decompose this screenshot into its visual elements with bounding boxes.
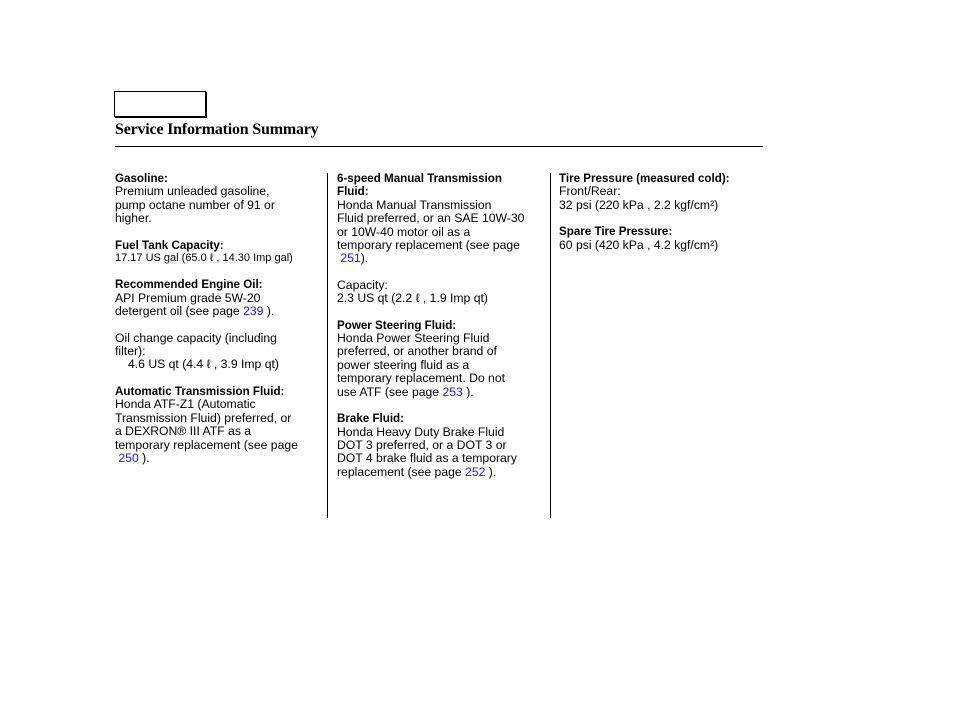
brake-line-1: Honda Heavy Duty Brake Fluid <box>337 424 505 439</box>
engine-oil-heading: Recommended Engine Oil: <box>115 278 263 292</box>
engine-oil-line-1: API Premium grade 5W-20 <box>115 290 261 305</box>
column-divider-2 <box>550 173 551 518</box>
capacity-value: 2.3 US qt (2.2 ℓ , 1.9 Imp qt) <box>337 291 488 306</box>
page-link-252[interactable]: 252 <box>465 464 486 479</box>
page-link-250[interactable]: 250 <box>118 450 139 465</box>
spare-value: 60 psi (420 kPa , 4.2 kgf/cm²) <box>559 237 719 252</box>
gasoline-line-1: Premium unleaded gasoline, <box>115 184 270 199</box>
nav-box[interactable] <box>114 91 206 117</box>
mt-line-3: or 10W-40 motor oil as a <box>337 224 471 239</box>
column-2 <box>337 172 547 479</box>
mt-line-2: Fluid preferred, or an SAE 10W-30 <box>337 211 525 226</box>
tire-label: Front/Rear: <box>559 184 621 199</box>
mt-line-5 <box>337 252 547 265</box>
ps-line-5 <box>337 386 547 399</box>
engine-oil-text-end: ). <box>263 304 275 319</box>
brake-heading: Brake Fluid: <box>337 412 404 426</box>
mt-line-1: Honda Manual Transmission <box>337 197 492 212</box>
title-rule <box>115 146 763 147</box>
brake-line-4 <box>337 466 547 479</box>
tire-value: 32 psi (220 kPa , 2.2 kgf/cm²) <box>559 197 719 212</box>
ps-heading: Power Steering Fluid: <box>337 318 457 332</box>
mt-text-end: ). <box>360 251 369 266</box>
page-link-253[interactable]: 253 <box>442 384 463 399</box>
engine-oil-line-2 <box>115 305 325 318</box>
spare-heading: Spare Tire Pressure: <box>559 225 673 239</box>
ps-text-end: ). <box>462 384 474 399</box>
mt-heading-line-1: 6-speed Manual Transmission <box>337 172 502 185</box>
atf-heading: Automatic Transmission Fluid: <box>115 384 285 398</box>
brake-text: replacement (see page <box>337 464 466 479</box>
gasoline-line-2: pump octane number of 91 or <box>115 197 275 212</box>
fuel-tank-heading: Fuel Tank Capacity: <box>115 238 224 252</box>
column-divider-1 <box>327 173 328 518</box>
tire-heading: Tire Pressure (measured cold): <box>559 172 730 185</box>
page-link-239[interactable]: 239 <box>243 304 264 319</box>
fuel-tank-value: 17.17 US gal (65.0 ℓ , 14.30 Imp gal) <box>115 252 293 265</box>
atf-line-4: temporary replacement (see page <box>115 437 298 452</box>
oil-change-value: 4.6 US qt (4.4 ℓ , 3.9 Imp qt) <box>128 357 279 372</box>
brake-line-2: DOT 3 preferred, or a DOT 3 or <box>337 437 507 452</box>
engine-oil-text: detergent oil (see page <box>115 304 244 319</box>
oil-change-line-1: Oil change capacity (including <box>115 330 277 345</box>
gasoline-line-3: higher. <box>115 211 152 226</box>
page-link-251[interactable]: 251 <box>340 251 361 266</box>
ps-text: use ATF (see page <box>337 384 443 399</box>
brake-text-end: ). <box>485 464 497 479</box>
ps-line-4: temporary replacement. Do not <box>337 371 505 386</box>
atf-text-end: ). <box>138 450 150 465</box>
mt-heading-line-2: Fluid: <box>337 185 369 199</box>
column-3 <box>559 172 759 252</box>
oil-change-line-2: filter): <box>115 344 146 359</box>
gasoline-heading: Gasoline: <box>115 172 168 185</box>
ps-line-1: Honda Power Steering Fluid <box>337 331 490 346</box>
column-1 <box>115 172 325 465</box>
atf-line-3: a DEXRON® III ATF as a <box>115 424 252 439</box>
mt-line-4: temporary replacement (see page <box>337 238 520 253</box>
page-title: Service Information Summary <box>115 121 319 138</box>
atf-line-1: Honda ATF-Z1 (Automatic <box>115 397 256 412</box>
ps-line-2: preferred, or another brand of <box>337 344 497 359</box>
ps-line-3: power steering fluid as a <box>337 357 470 372</box>
brake-line-3: DOT 4 brake fluid as a temporary <box>337 451 517 466</box>
atf-line-5 <box>115 452 325 465</box>
capacity-label: Capacity: <box>337 277 388 292</box>
atf-line-2: Transmission Fluid) preferred, or <box>115 410 292 425</box>
